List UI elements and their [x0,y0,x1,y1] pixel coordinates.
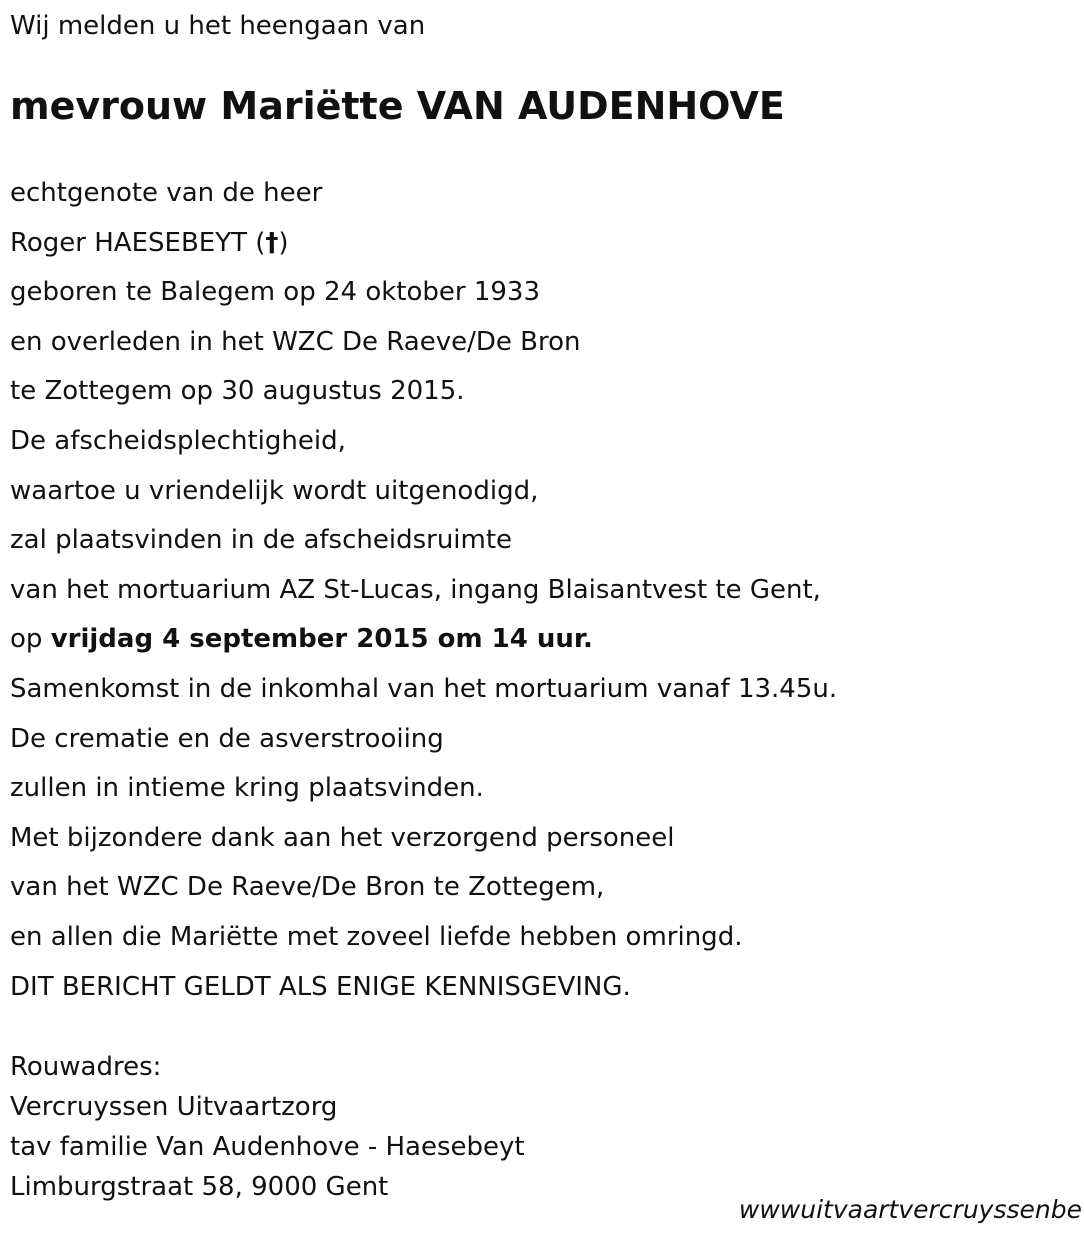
ceremony-line: De afscheidsplechtigheid, [10,425,346,456]
ceremony-date-prefix: op [10,624,51,655]
birth-line: geboren te Balegem op 24 oktober 1933 [10,277,541,308]
thanks-line: Met bijzondere dank aan het verzorgend personeel [10,822,675,853]
address-attn: tav familie Van Audenhove - Haesebeyt [10,1132,525,1162]
spouse-line: echtgenote van de heer [10,178,323,208]
closing-paren: ) [278,227,289,258]
ceremony-date-line [10,615,837,665]
death-place-line: en overleden in het WZC De Raeve/De Bron [10,326,581,357]
thanks-place-line: van het WZC De Raeve/De Bron te Zottegem, [10,872,605,903]
address-heading: Rouwadres: [10,1052,162,1082]
cross-icon: † [265,227,279,258]
address-org: Vercruyssen Uitvaartzorg [10,1092,338,1122]
venue-line: zal plaatsvinden in de afscheidsruimte [10,525,513,556]
gathering-line: Samenkomst in de inkomhal van het mortuarium vanaf 13.45u. [10,673,838,704]
ceremony-date: vrijdag 4 september 2015 om 14 uur. [50,624,593,655]
spouse-name-line [10,219,837,269]
address-street: Limburgstraat 58, 9000 Gent [10,1172,389,1202]
venue-address-line: van het mortuarium AZ St-Lucas, ingang Blaisantvest te Gent, [10,574,821,605]
invitation-line: waartoe u vriendelijk wordt uitgenodigd, [10,475,539,506]
death-date-line: te Zottegem op 30 augustus 2015. [10,376,465,407]
announcement-body [10,169,837,1012]
thanks-all-line: en allen die Mariëtte met zoveel liefde hebben omringd. [10,921,743,952]
cremation-line: De crematie en de asverstrooiing [10,723,444,754]
intro-text: Wij melden u het heengaan van [10,11,426,41]
website-link[interactable]: wwwuitvaartvercruyssenbe [738,1195,1082,1224]
deceased-name: mevrouw Mariëtte VAN AUDENHOVE [10,84,785,128]
mourning-address [10,1047,525,1207]
private-ceremony-line: zullen in intieme kring plaatsvinden. [10,773,484,804]
spouse-name: Roger HAESEBEYT ( [10,227,266,258]
notice-line: DIT BERICHT GELDT ALS ENIGE KENNISGEVING. [10,971,631,1002]
